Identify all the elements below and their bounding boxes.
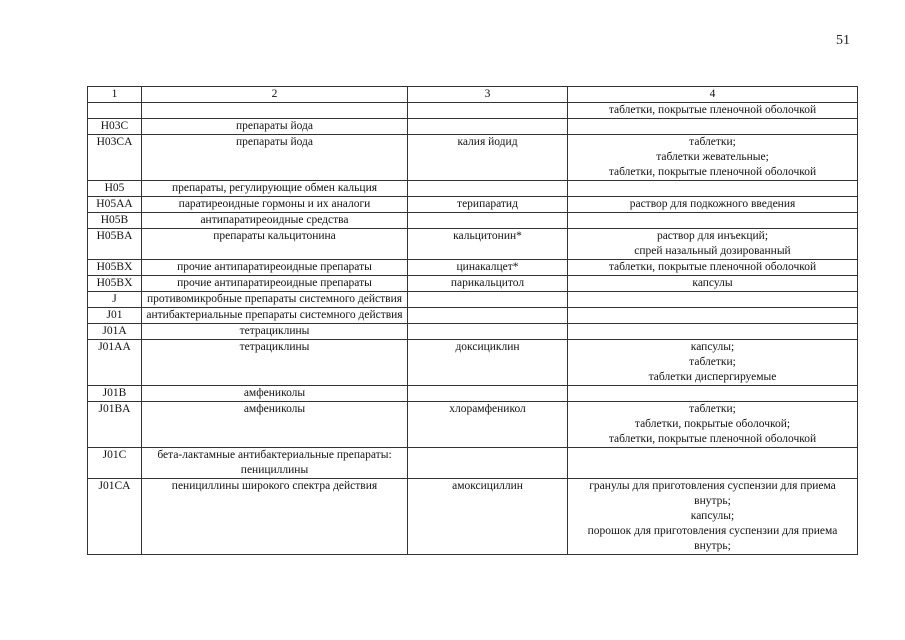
table-row [88,119,858,135]
group-cell: тетрациклины [142,324,408,340]
atc-code-cell: J01CA [88,479,142,555]
group-cell: антибактериальные препараты системного действия [142,308,408,324]
dosage-form: таблетки; [689,136,736,148]
drug-cell [408,324,568,340]
drug-cell: амоксициллин [408,479,568,555]
table-row [88,292,858,308]
group-cell [142,103,408,119]
dosage-form: капсулы; [690,510,735,522]
table-row [88,402,858,448]
group-cell: пенициллины широкого спектра действия [142,479,408,555]
group-cell: прочие антипаратиреоидные препараты [142,260,408,276]
atc-code-cell: J01BA [88,402,142,448]
table-row [88,229,858,260]
dosage-form: таблетки, покрытые пленочной оболочкой [608,261,817,273]
drug-cell [408,292,568,308]
atc-code-cell: H05BA [88,229,142,260]
column-header: 3 [408,87,568,103]
atc-code-cell [88,103,142,119]
forms-cell [568,448,858,479]
group-cell: препараты йода [142,135,408,181]
group-cell: препараты, регулирующие обмен кальция [142,181,408,197]
atc-code-cell: H05BX [88,260,142,276]
group-cell: амфениколы [142,402,408,448]
dosage-form: раствор для инъекций; [656,230,769,242]
atc-code-cell: J01C [88,448,142,479]
drug-table [87,86,858,555]
forms-cell [568,276,858,292]
drug-cell [408,181,568,197]
dosage-form: таблетки, покрытые оболочкой; [634,418,791,430]
atc-code-cell: J [88,292,142,308]
group-cell: тетрациклины [142,340,408,386]
drug-cell: доксициклин [408,340,568,386]
atc-code-cell: H03CA [88,135,142,181]
drug-cell: хлорамфеникол [408,402,568,448]
dosage-form: капсулы [692,277,733,289]
atc-code-cell: J01 [88,308,142,324]
drug-cell [408,308,568,324]
dosage-form: капсулы; [690,341,735,353]
drug-cell: калия йодид [408,135,568,181]
forms-cell [568,292,858,308]
group-cell: амфениколы [142,386,408,402]
forms-cell [568,479,858,555]
dosage-form: таблетки, покрытые пленочной оболочкой [608,104,817,116]
forms-cell [568,308,858,324]
group-cell: противомикробные препараты системного действия [142,292,408,308]
column-header: 2 [142,87,408,103]
table-row [88,135,858,181]
dosage-form: таблетки; [689,356,736,368]
table-row [88,260,858,276]
column-header: 1 [88,87,142,103]
forms-cell [568,181,858,197]
forms-cell [568,340,858,386]
forms-cell [568,260,858,276]
table-row [88,386,858,402]
drug-cell: кальцитонин* [408,229,568,260]
drug-cell [408,119,568,135]
atc-code-cell: H05 [88,181,142,197]
forms-cell [568,324,858,340]
forms-cell [568,213,858,229]
dosage-form: таблетки жевательные; [656,151,769,163]
table-row [88,479,858,555]
dosage-form: раствор для подкожного введения [629,198,796,210]
page-number: 51 [836,33,850,48]
dosage-form: порошок для приготовления суспензии для приема внутрь; [587,525,838,552]
table-row [88,324,858,340]
column-header: 4 [568,87,858,103]
forms-cell [568,386,858,402]
table-row [88,197,858,213]
group-cell: бета-лактамные антибактериальные препараты: пенициллины [142,448,408,479]
forms-cell [568,197,858,213]
dosage-form: спрей назальный дозированный [634,245,791,257]
dosage-form: таблетки; [689,403,736,415]
drug-cell [408,213,568,229]
forms-cell [568,402,858,448]
forms-cell [568,119,858,135]
table-row [88,308,858,324]
table-row [88,103,858,119]
forms-cell [568,229,858,260]
group-cell: антипаратиреоидные средства [142,213,408,229]
table-row [88,448,858,479]
atc-code-cell: H05BX [88,276,142,292]
forms-cell [568,135,858,181]
atc-code-cell: J01B [88,386,142,402]
drug-cell: терипаратид [408,197,568,213]
group-cell: препараты кальцитонина [142,229,408,260]
dosage-form: таблетки, покрытые пленочной оболочкой [608,166,817,178]
dosage-form: таблетки, покрытые пленочной оболочкой [608,433,817,445]
atc-code-cell: H03C [88,119,142,135]
dosage-form: таблетки диспергируемые [648,371,777,383]
drug-cell [408,386,568,402]
table-row [88,276,858,292]
drug-cell: парикальцитол [408,276,568,292]
atc-code-cell: J01A [88,324,142,340]
drug-cell: цинакалцет* [408,260,568,276]
atc-code-cell: J01AA [88,340,142,386]
group-cell: препараты йода [142,119,408,135]
table-header-row [88,87,858,103]
atc-code-cell: H05AA [88,197,142,213]
drug-cell [408,448,568,479]
group-cell: прочие антипаратиреоидные препараты [142,276,408,292]
table-row [88,340,858,386]
atc-code-cell: H05B [88,213,142,229]
table-row [88,213,858,229]
dosage-form: гранулы для приготовления суспензии для приема внутрь; [589,480,836,507]
drug-cell [408,103,568,119]
table-row [88,181,858,197]
group-cell: паратиреоидные гормоны и их аналоги [142,197,408,213]
forms-cell [568,103,858,119]
